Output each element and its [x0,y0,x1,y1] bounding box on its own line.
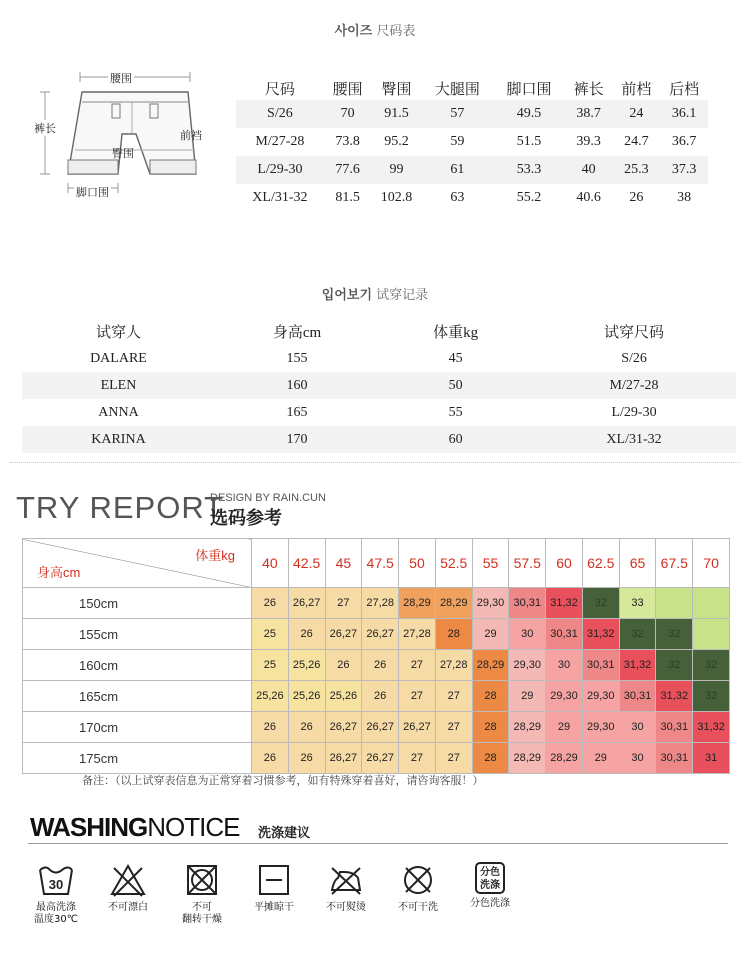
size-recommendation-cell: 30 [619,712,656,743]
size-recommendation-cell: 26 [288,619,325,650]
size-recommendation-cell [693,588,730,619]
care-label: 平摊晾干 [254,902,294,913]
table-cell: 36.1 [660,100,708,128]
weight-header-cell: 45 [325,539,362,588]
table-cell: 81.5 [335,190,360,205]
care-label: 不可 翻转干燥 [182,902,222,925]
size-recommendation-cell: 27,28 [362,588,399,619]
size-recommendation-cell: 27 [325,588,362,619]
size-recommendation-cell: 30 [619,743,656,774]
size-recommendation-cell: 33 [619,588,656,619]
table-row [22,345,736,372]
table-row [236,184,708,212]
care-item [460,862,520,910]
table-cell: 24.7 [624,134,649,149]
size-recommendation-cell: 29,30 [509,650,546,681]
size-recommendation-cell: 29,30 [546,681,583,712]
size-col-header: 后档 [669,81,700,98]
table-cell: DALARE [90,350,147,366]
care-label: 不可干洗 [398,902,438,913]
table-cell: M/27-28 [255,134,305,149]
weight-header-cell: 52.5 [435,539,472,588]
weight-header-cell: 67.5 [656,539,693,588]
size-recommendation-cell: 29 [472,619,509,650]
size-recommendation-cell: 32 [656,650,693,681]
height-label: 175cm [23,743,252,774]
size-recommendation-cell: 30,31 [619,681,656,712]
height-row [23,588,730,619]
care-label: 分色洗涤 [470,898,510,909]
size-col-header: 裤长 [573,81,604,98]
diagram-leg-opening-label: 脚口围 [76,186,109,199]
table-cell: ANNA [98,404,139,420]
table-cell: 63 [450,190,465,205]
try-col-header: 身高cm [272,325,322,341]
table-cell: 95.2 [384,134,409,149]
size-col-header: 脚口围 [506,81,552,98]
section-divider [10,462,740,463]
no-dry-clean-icon [398,862,438,898]
size-recommendation-cell: 25,26 [252,681,289,712]
size-recommendation-cell: 26 [362,681,399,712]
wash-separately-icon: 分色 洗涤 [475,862,505,894]
diagram-hip-label: 臀围 [112,147,134,160]
table-cell: 99 [372,156,422,184]
table-cell: 91.5 [372,100,422,128]
table-cell: 38.7 [565,100,613,128]
size-recommendation-cell: 27,28 [435,650,472,681]
weight-header-cell: 42.5 [288,539,325,588]
table-cell: ELEN [22,372,215,399]
table-cell: 36.7 [671,134,697,149]
washing-title-bold: WASHING [30,812,148,842]
size-title-kr: 사이즈 [334,24,373,39]
size-recommendation-cell: 27 [435,743,472,774]
size-recommendation-cell: 25 [252,619,289,650]
size-recommendation-cell: 30,31 [582,650,619,681]
size-recommendation-cell: 27 [435,681,472,712]
size-recommendation-cell: 27 [399,743,436,774]
size-recommendation-cell: 29 [582,743,619,774]
size-recommendation-cell: 28,29 [546,743,583,774]
size-recommendation-cell: 28 [472,712,509,743]
size-recommendation-cell: 26,27 [362,712,399,743]
size-recommendation-cell: 28 [435,619,472,650]
height-label: 160cm [23,650,252,681]
no-tumble-dry-icon [182,862,222,898]
washing-divider [28,843,728,844]
size-recommendation-cell: 29,30 [582,712,619,743]
size-recommendation-cell: 27 [399,681,436,712]
corner-weight-label: 体重kg [195,548,235,563]
report-title: TRY REPORT [16,490,225,525]
weight-header-cell: 62.5 [582,539,619,588]
size-recommendation-cell: 30,31 [546,619,583,650]
weight-header-cell: 55 [472,539,509,588]
table-cell: 160 [215,372,379,399]
report-subtitle: 选码参考 [210,508,282,529]
size-recommendation-cell: 31,32 [693,712,730,743]
try-title-kr: 입어보기 [321,288,373,303]
try-title-cn: 试穿记录 [376,288,429,303]
size-recommendation-cell: 31 [693,743,730,774]
table-cell: 50 [379,372,532,399]
size-recommendation-cell: 30,31 [509,588,546,619]
table-cell: 155 [286,350,308,366]
weight-header-cell: 40 [252,539,289,588]
size-recommendation-cell: 32 [693,681,730,712]
size-recommendation-cell: 28,29 [509,712,546,743]
size-recommendation-cell: 29 [546,712,583,743]
table-row [22,426,736,453]
table-cell: 40.6 [576,190,601,205]
size-recommendation-cell: 26 [325,650,362,681]
size-recommendation-cell: 28 [472,681,509,712]
size-recommendation-cell: 26,27 [325,619,362,650]
size-recommendation-cell: 26 [252,588,289,619]
table-cell: S/26 [621,350,647,366]
size-recommendation-cell: 28,29 [435,588,472,619]
table-cell: 49.5 [493,100,565,128]
size-col-header: 前档 [621,81,652,98]
size-recommendation-cell: 26,27 [288,588,325,619]
height-row [23,712,730,743]
table-cell: L/29-30 [236,156,324,184]
care-item [172,862,232,926]
size-recommendation-cell: 32 [582,588,619,619]
table-cell: 45 [448,350,463,366]
size-recommendation-cell: 31,32 [546,588,583,619]
height-label: 170cm [23,712,252,743]
table-cell: 38 [677,190,692,205]
try-section-title [0,284,750,303]
table-cell: XL/31-32 [252,190,308,205]
weight-header-cell: 47.5 [362,539,399,588]
table-cell: 57 [422,100,494,128]
size-recommendation-cell: 31,32 [656,681,693,712]
try-col-header: 试穿尺码 [604,325,665,341]
table-cell: 60 [379,426,532,453]
size-recommendation-cell: 26 [252,743,289,774]
size-recommendation-cell: 29,30 [582,681,619,712]
size-recommendation-cell: 26,27 [325,712,362,743]
size-title-cn: 尺码表 [376,24,416,39]
dry-flat-icon [254,862,294,898]
try-col-header: 试穿人 [95,325,141,341]
size-recommendation-cell: 30,31 [656,743,693,774]
washing-title-light: NOTICE [147,812,240,842]
size-recommendation-cell: 28,29 [509,743,546,774]
height-row [23,650,730,681]
washing-title-cn: 洗涤建议 [258,826,311,841]
size-recommendation-cell: 30 [509,619,546,650]
size-recommendation-cell: 26 [362,650,399,681]
weight-header-cell: 70 [693,539,730,588]
table-cell: 51.5 [516,134,542,149]
weight-header-cell: 57.5 [509,539,546,588]
size-recommendation-cell: 32 [619,619,656,650]
table-cell: 73.8 [335,134,360,149]
wash-temp-glyph: 30 [48,877,64,892]
table-cell: 165 [286,404,308,420]
size-recommendation-cell: 29 [509,681,546,712]
height-label: 165cm [23,681,252,712]
table-cell: 53.3 [493,156,565,184]
table-cell: 39.3 [576,134,601,149]
size-recommendation-cell: 25,26 [288,650,325,681]
table-cell: 61 [422,156,494,184]
weight-header-cell: 65 [619,539,656,588]
size-col-header: 腰围 [332,81,363,98]
size-recommendation-cell: 27 [399,650,436,681]
size-recommendation-cell: 27,28 [399,619,436,650]
height-label: 150cm [23,588,252,619]
washing-title [30,812,239,843]
size-recommendation-cell: 27 [435,712,472,743]
care-item [26,862,86,926]
try-table-header [22,318,736,345]
table-cell: S/26 [236,100,324,128]
size-recommendation-cell: 30,31 [656,712,693,743]
try-record-table [22,318,736,453]
report-note: 备注：（以上试穿表信息为正常穿着习惯参考，如有特殊穿着喜好，请咨询客服！） [82,774,484,787]
table-cell: XL/31-32 [532,426,736,453]
table-cell: 102.8 [380,190,413,205]
size-chart-table [236,76,708,212]
corner-height-label: 身高cm [37,565,81,580]
care-item [316,862,376,914]
table-cell: 59 [450,134,465,149]
size-recommendation-cell: 32 [693,650,730,681]
table-cell: 70 [324,100,372,128]
table-cell: 170 [215,426,379,453]
diagram-waist-label: 腰围 [110,72,132,85]
care-label: 最高洗涤 温度30℃ [34,902,78,925]
size-recommendation-cell: 26,27 [362,743,399,774]
height-row [23,743,730,774]
table-row [236,100,708,128]
diagram-front-rise-label: 前裆 [180,129,202,142]
table-row [236,156,708,184]
table-cell: 26 [629,190,644,205]
report-design-by: DESIGN BY RAIN.CUN [210,492,326,504]
table-cell: L/29-30 [611,404,657,420]
grid-corner-cell [23,539,252,588]
size-recommendation-cell [656,588,693,619]
table-cell: 55.2 [516,190,542,205]
size-recommendation-cell: 25,26 [325,681,362,712]
size-recommendation-cell: 26 [252,712,289,743]
size-recommendation-cell: 26,27 [399,712,436,743]
size-recommendation-cell: 25,26 [288,681,325,712]
size-recommendation-cell: 28,29 [472,650,509,681]
size-recommendation-cell: 25 [252,650,289,681]
care-label: 不可熨烫 [326,902,366,913]
size-recommendation-cell: 31,32 [619,650,656,681]
table-row [236,128,708,156]
table-cell: 77.6 [324,156,372,184]
no-iron-icon [326,862,366,898]
try-col-header: 体重kg [433,325,479,341]
height-label: 155cm [23,619,252,650]
diagram-length-label: 裤长 [34,122,56,135]
size-recommendation-cell [693,619,730,650]
wash-30-icon [36,862,76,898]
height-row [23,681,730,712]
size-recommendation-cell: 26 [288,712,325,743]
size-recommendation-cell: 26,27 [362,619,399,650]
care-item [244,862,304,914]
size-recommendation-cell: 28 [472,743,509,774]
table-cell: 25.3 [612,156,660,184]
care-item [98,862,158,914]
size-col-header: 大腿围 [434,81,480,98]
no-bleach-icon [108,862,148,898]
size-table-header [236,76,708,100]
size-recommendation-cell: 29,30 [472,588,509,619]
size-recommendation-cell: 30 [546,650,583,681]
size-recommendation-cell: 26,27 [325,743,362,774]
height-row [23,619,730,650]
size-col-header: 尺码 [264,81,295,98]
table-cell: KARINA [22,426,215,453]
size-recommendation-grid [22,538,730,774]
weight-header-cell: 60 [546,539,583,588]
care-item [388,862,448,914]
size-recommendation-cell: 28,29 [399,588,436,619]
table-cell: 37.3 [660,156,708,184]
table-cell: M/27-28 [532,372,736,399]
size-recommendation-cell: 31,32 [582,619,619,650]
size-col-header: 臀围 [381,81,412,98]
size-section-title [0,20,750,39]
table-cell: 40 [565,156,613,184]
weight-header-row [23,539,730,588]
size-recommendation-cell: 26 [288,743,325,774]
care-label: 不可漂白 [108,902,148,913]
table-row [22,372,736,399]
table-cell: 24 [612,100,660,128]
weight-header-cell: 50 [399,539,436,588]
size-recommendation-cell: 32 [656,619,693,650]
table-cell: 55 [448,404,463,420]
table-row [22,399,736,426]
